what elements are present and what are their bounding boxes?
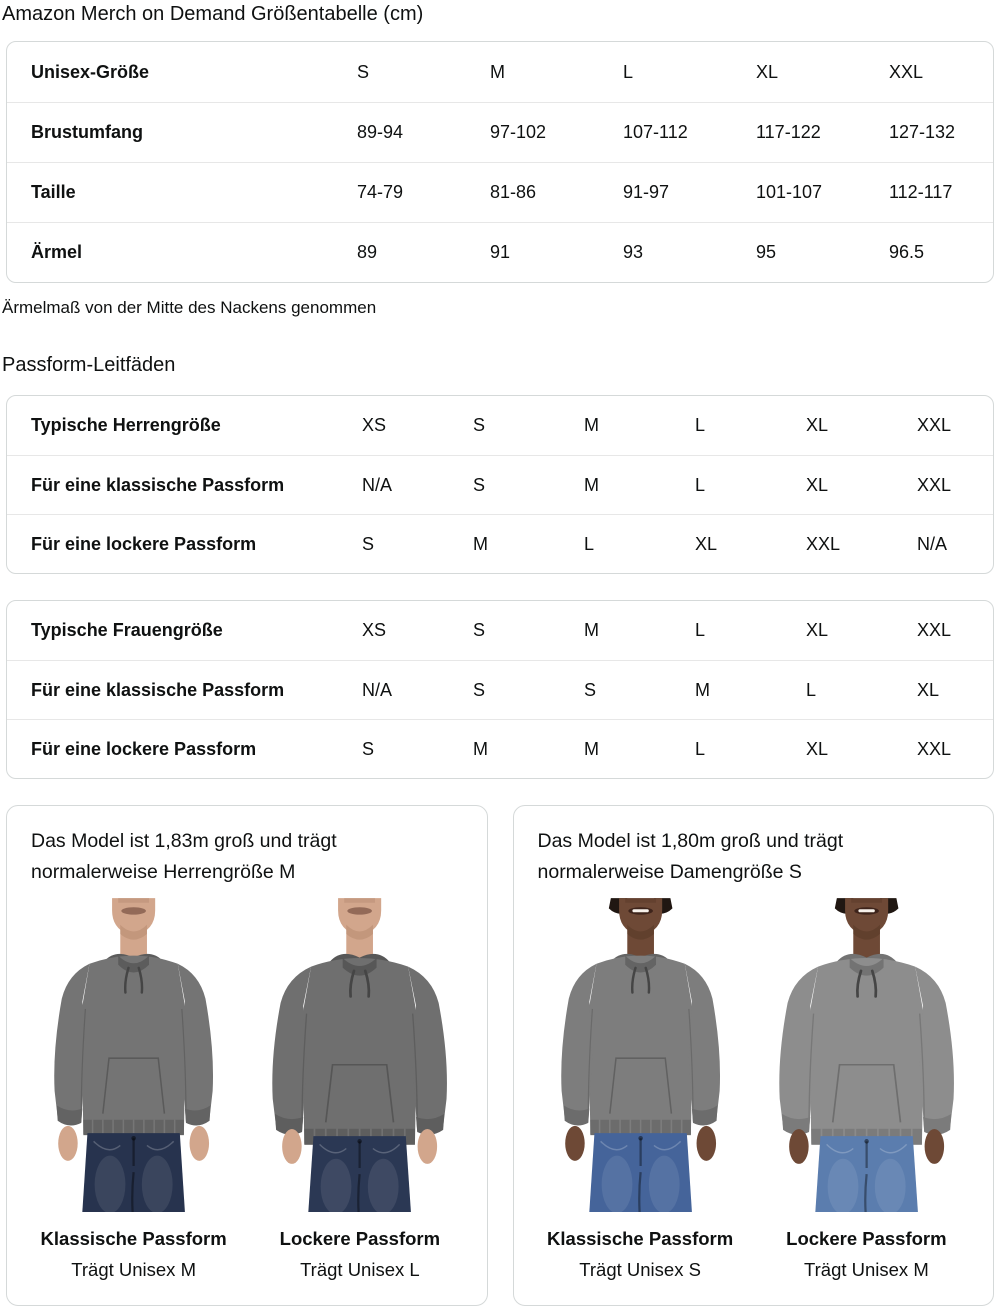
size-cell: XXL (917, 474, 952, 495)
size-cell: XS (362, 415, 387, 435)
male-model-classic-photo (31, 894, 236, 1212)
size-cell: 74-79 (357, 182, 404, 202)
size-cell: N/A (362, 474, 393, 495)
size-cell: S (473, 620, 486, 640)
fit-label: Lockere Passform (279, 1228, 441, 1250)
size-cell: 96.5 (889, 242, 925, 262)
womens-fit-table (6, 600, 994, 779)
size-cell: M (584, 415, 599, 435)
size-cell: XXL (889, 61, 924, 82)
page-title: Amazon Merch on Demand Größentabelle (cm) (2, 3, 424, 25)
size-cell: L (695, 415, 706, 435)
size-cell: 101-107 (756, 182, 823, 202)
figure-caption (257, 1228, 462, 1281)
figure-caption (538, 1228, 743, 1281)
size-cell: XL (806, 738, 829, 759)
female-model-classic-photo (538, 894, 743, 1212)
size-cell: 117-122 (756, 122, 821, 142)
size-cell: S (473, 474, 486, 495)
size-cell: XXL (917, 620, 952, 640)
size-cell: 127-132 (889, 122, 956, 142)
fit-guide-title: Passform-Leitfäden (2, 354, 176, 376)
size-cell: L (695, 738, 706, 759)
size-cell: M (584, 474, 599, 495)
female-model-card (513, 805, 995, 1306)
model-figure-classic (538, 894, 743, 1281)
size-cell: XL (917, 679, 940, 700)
table-row (7, 222, 993, 282)
size-cell: L (695, 620, 706, 640)
sleeve-measure-note: Ärmelmaß von der Mitte des Nackens genommen (2, 298, 377, 317)
row-label: Unisex-Größe (31, 61, 150, 82)
size-cell: 81-86 (490, 182, 537, 202)
table-row (7, 719, 993, 778)
size-cell: XXL (917, 738, 952, 759)
size-cell: M (584, 620, 599, 640)
size-cell: 107-112 (623, 122, 688, 142)
row-label: Für eine lockere Passform (31, 738, 257, 759)
model-figure-loose (257, 894, 462, 1281)
size-cell: L (623, 61, 634, 82)
size-cell: XL (806, 415, 829, 435)
table-row (7, 42, 993, 102)
size-cell: XXL (917, 415, 952, 435)
figure-caption (764, 1228, 969, 1281)
table-row (7, 514, 993, 573)
size-cell: 91 (490, 242, 511, 262)
size-cell: XL (806, 474, 829, 495)
worn-size-label: Trägt Unisex M (71, 1259, 196, 1281)
size-cell: 91-97 (623, 182, 670, 202)
fit-label: Klassische Passform (547, 1228, 734, 1250)
size-cell: XL (695, 533, 718, 554)
size-cell: S (473, 679, 486, 700)
figures-row (538, 894, 970, 1281)
mens-fit-table (6, 395, 994, 574)
size-cell: M (584, 738, 599, 759)
size-cell: L (806, 679, 817, 700)
size-cell: 93 (623, 242, 644, 262)
size-cell: 95 (756, 242, 777, 262)
size-cell: XL (806, 620, 829, 640)
model-description: Das Model ist 1,83m groß und trägt normalerweise Herrengröße M (31, 830, 337, 883)
table-row (7, 162, 993, 222)
worn-size-label: Trägt Unisex L (300, 1259, 420, 1281)
size-cell: M (473, 738, 488, 759)
figures-row (31, 894, 463, 1281)
unisex-size-table (6, 41, 994, 283)
row-label: Für eine klassische Passform (31, 474, 285, 495)
table-row (7, 601, 993, 660)
size-cell: L (584, 533, 595, 554)
size-cell: M (473, 533, 488, 554)
female-model-loose-photo (764, 894, 969, 1212)
size-cell: 112-117 (889, 182, 953, 202)
table-row (7, 396, 993, 455)
fit-label: Lockere Passform (786, 1228, 947, 1250)
table-row (7, 455, 993, 514)
size-cell: N/A (917, 533, 948, 554)
row-label: Taille (31, 182, 76, 202)
table-row (7, 660, 993, 719)
model-description: Das Model ist 1,80m groß und trägt normalerweise Damengröße S (537, 830, 844, 883)
fit-label: Klassische Passform (40, 1228, 227, 1250)
size-cell: 89 (357, 242, 378, 262)
size-cell: S (473, 415, 486, 435)
size-cell: XS (362, 620, 387, 640)
size-cell: S (362, 533, 375, 554)
size-cell: M (490, 61, 505, 82)
model-figure-classic (31, 894, 236, 1281)
size-cell: L (695, 474, 706, 495)
row-label: Typische Frauengröße (31, 620, 223, 640)
size-cell: 89-94 (357, 122, 404, 142)
size-cell: S (362, 738, 375, 759)
size-cell: 97-102 (490, 122, 547, 142)
male-model-card (6, 805, 488, 1306)
size-cell: S (357, 61, 370, 82)
model-cards-row (6, 805, 994, 1306)
size-cell: S (584, 679, 597, 700)
row-label: Für eine lockere Passform (31, 533, 257, 554)
table-row (7, 102, 993, 162)
row-label: Für eine klassische Passform (31, 679, 285, 700)
size-cell: XXL (806, 533, 841, 554)
worn-size-label: Trägt Unisex M (804, 1259, 929, 1281)
row-label: Brustumfang (31, 122, 143, 142)
row-label: Typische Herrengröße (31, 415, 221, 435)
row-label: Ärmel (31, 242, 83, 262)
size-cell: N/A (362, 679, 393, 700)
size-cell: M (695, 679, 710, 700)
figure-caption (31, 1228, 236, 1281)
size-cell: XL (756, 61, 779, 82)
model-figure-loose (764, 894, 969, 1281)
worn-size-label: Trägt Unisex S (579, 1259, 701, 1281)
male-model-loose-photo (257, 894, 462, 1212)
